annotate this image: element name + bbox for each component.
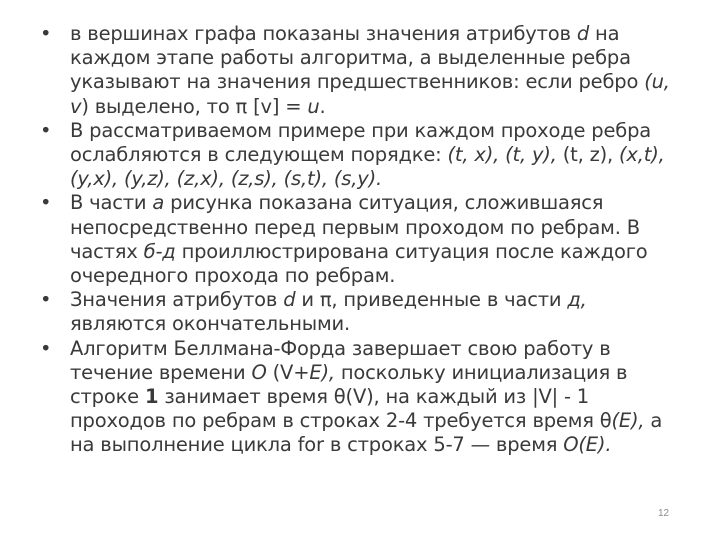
bullet-dot-icon: • [40,336,52,360]
bullet-dot-icon: • [40,288,52,312]
bullet-text-segment: занимает время θ(V), на каждый из |V| - 1 проходов по ребрам в строках 2-4 требуется время θ [70,385,612,433]
bullet-text-segment: проиллюстрирована ситуация после каждого очередного прохода по ребрам. [70,239,648,288]
bullet-text-segment: рисунка показана ситуация, сложившаяся непосредственно перед первым проходом по ребрам. В частях [70,191,640,263]
bullet-text-segment: O [251,360,267,384]
bullet-text-segment: поскольку инициализация в строке [70,360,628,409]
bullet-text-segment: 1 [144,385,159,409]
bullet-text-segment: в вершинах графа показаны значения атрибутов [70,22,577,45]
bullet-text-segment: u [307,94,320,118]
bullet-item [40,22,680,119]
bullet-text-segment: д, [567,288,587,312]
bullet-text-segment: на каждом этапе работы алгоритма, а выделенные ребра указывают на значения предшественников: если ребро [70,22,645,94]
bullet-dot-icon: • [40,191,52,215]
bullet-text-segment: (u, v [70,70,670,118]
bullet-text-segment: . [319,94,326,118]
bullet-text-segment: (x,t), (y,x), (y,z), (z,x), (z,s), (s,t), (s,y). [70,143,665,191]
bullet-text-segment: O(E). [563,433,612,457]
bullet-text-segment: d [283,288,296,312]
bullet-item [40,191,680,288]
bullet-text-segment: а [152,191,165,215]
bullet-text-segment: В части [70,191,153,215]
bullet-text-segment: (V+ [266,360,310,384]
bullet-text-segment: E), [309,360,335,384]
bullet-item [40,288,680,336]
bullet-text-segment: (t, x), (t, y), [447,143,557,167]
bullet-text-segment: (t, z), [556,143,620,167]
bullet-text-segment: В рассматриваемом примере при каждом проходе ребра ослабляются в следующем порядке: [70,118,652,167]
bullet-text-segment: а на выполнение цикла for в строках 5-7 — время [70,409,663,457]
bullet-text-segment: ) выделено, то π [v] = [81,94,308,118]
bullet-dot-icon: • [40,22,52,45]
bullet-dot-icon: • [40,118,52,142]
bullet-item [40,337,680,458]
bullet-text-segment: Алгоритм Беллмана-Форда завершает свою работу в течение времени [70,336,611,384]
bullet-text-segment: d [576,22,590,45]
bullet-text-segment: б-д [143,239,176,263]
bullet-text-segment: и π, приведенные в части [295,288,568,312]
bullet-item [40,119,680,192]
bullet-list [40,22,680,458]
bullet-text-segment: Значения атрибутов [70,288,284,312]
page-number: 12 [658,508,670,519]
bullet-text-segment: являются окончательными. [70,312,350,336]
bullet-text-segment: (E), [611,409,645,433]
